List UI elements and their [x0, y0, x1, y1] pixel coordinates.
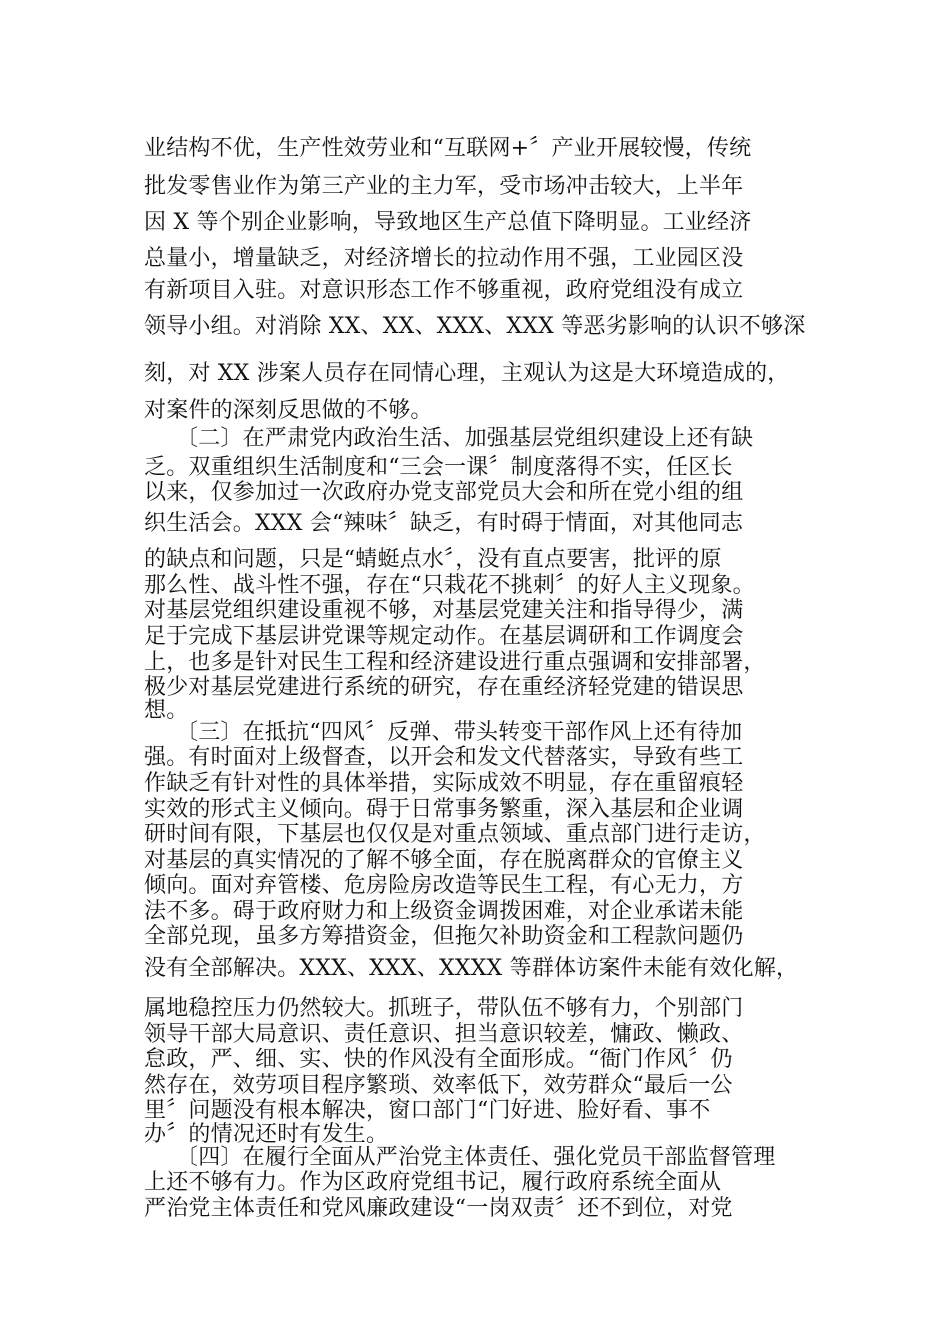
text-line: 有新项目入驻。对意识形态工作不够重视，政府党组没有成立 [144, 278, 744, 303]
text-line: 想。 [144, 698, 189, 723]
paragraph-heading-4: 〔四〕在履行全面从严治党主体责任、强化党员干部监督管理 [176, 1145, 776, 1170]
text-line: 怠政，严、细、实、快的作风没有全面形成。“衙门作风〞仍 [144, 1047, 733, 1072]
text-line: 作缺乏有针对性的具体举措，实际成效不明显，存在重留痕轻 [144, 771, 744, 796]
text-line: 研时间有限，下基层也仅仅是对重点领域、重点部门进行走访， [144, 822, 766, 847]
paragraph-heading-2: 〔二〕在严肃党内政治生活、加强基层党组织建设上还有缺 [176, 426, 754, 451]
text-line: 因 X 等个别企业影响，导致地区生产总值下降明显。工业经济 [144, 210, 752, 235]
text-line: 那么性、战斗性不强，存在“只栽花不挑刺〞的好人主义现象。 [144, 573, 755, 598]
text-line: 领导小组。对消除 XX、XX、XXX、XXX 等恶劣影响的认识不够深 [144, 314, 806, 339]
text-line: 对基层的真实情况的了解不够全面，存在脱离群众的官僚主义 [144, 848, 744, 873]
text-line: 以来，仅参加过一次政府办党支部党员大会和所在党小组的组 [144, 480, 744, 505]
text-line: 上，也多是针对民生工程和经济建设进行重点强调和安排部署， [144, 650, 766, 675]
text-line: 领导干部大局意识、责任意识、担当意识较差，慵政、懒政、 [144, 1022, 744, 1047]
text-line: 乏。双重组织生活制度和“三会一课〞制度落得不实，任区长 [144, 455, 733, 480]
paragraph-heading-3: 〔三〕在抵抗“四风〞反弹、带头转变干部作风上还有待加 [176, 720, 743, 745]
text-line: 对案件的深刻反思做的不够。 [144, 398, 433, 423]
text-line: 总量小，增量缺乏，对经济增长的拉动作用不强，工业园区没 [144, 246, 744, 271]
text-line: 足于完成下基层讲党课等规定动作。在基层调研和工作调度会 [144, 624, 744, 649]
text-line: 业结构不优，生产性效劳业和“互联网+〞产业开展较慢，传统 [144, 136, 752, 161]
text-line: 里〞问题没有根本解决，窗口部门“门好进、脸好看、事不 [144, 1098, 711, 1123]
text-line: 办〞的情况还时有发生。 [144, 1122, 389, 1147]
text-line: 实效的形式主义倾向。碍于日常事务繁重，深入基层和企业调 [144, 797, 744, 822]
text-line: 刻，对 XX 涉案人员存在同情心理，主观认为这是大环境造成的， [144, 361, 790, 386]
text-line: 极少对基层党建进行系统的研究，存在重经济轻党建的错误思 [144, 675, 744, 700]
text-line: 法不多。碍于政府财力和上级资金调拨困难，对企业承诺未能 [144, 899, 744, 924]
text-line: 对基层党组织建设重视不够，对基层党建关注和指导得少，满 [144, 598, 744, 623]
text-line: 属地稳控压力仍然较大。抓班子，带队伍不够有力，个别部门 [144, 996, 744, 1021]
text-line: 批发零售业作为第三产业的主力军，受市场冲击较大，上半年 [144, 174, 744, 199]
text-line: 强。有时面对上级督查，以开会和发文代替落实，导致有些工 [144, 745, 744, 770]
text-line: 全部兑现，虽多方筹措资金，但拖欠补助资金和工程款问题仍 [144, 924, 744, 949]
text-line: 然存在，效劳项目程序繁琐、效率低下，效劳群众“最后一公 [144, 1073, 733, 1098]
text-line: 没有全部解决。XXX、XXX、XXXX 等群体访案件未能有效化解， [144, 956, 799, 981]
text-line: 上还不够有力。作为区政府党组书记，履行政府系统全面从 [144, 1170, 722, 1195]
text-line: 的缺点和问题，只是“蜻蜓点水〞，没有直点要害，批评的原 [144, 547, 722, 572]
text-line: 倾向。面对弃管楼、危房险房改造等民生工程，有心无力，方 [144, 873, 744, 898]
text-line: 织生活会。XXX 会“辣味〞缺乏，有时碍于情面，对其他同志 [144, 511, 744, 536]
text-line: 严治党主体责任和党风廉政建设“一岗双责〞还不到位，对党 [144, 1196, 733, 1221]
